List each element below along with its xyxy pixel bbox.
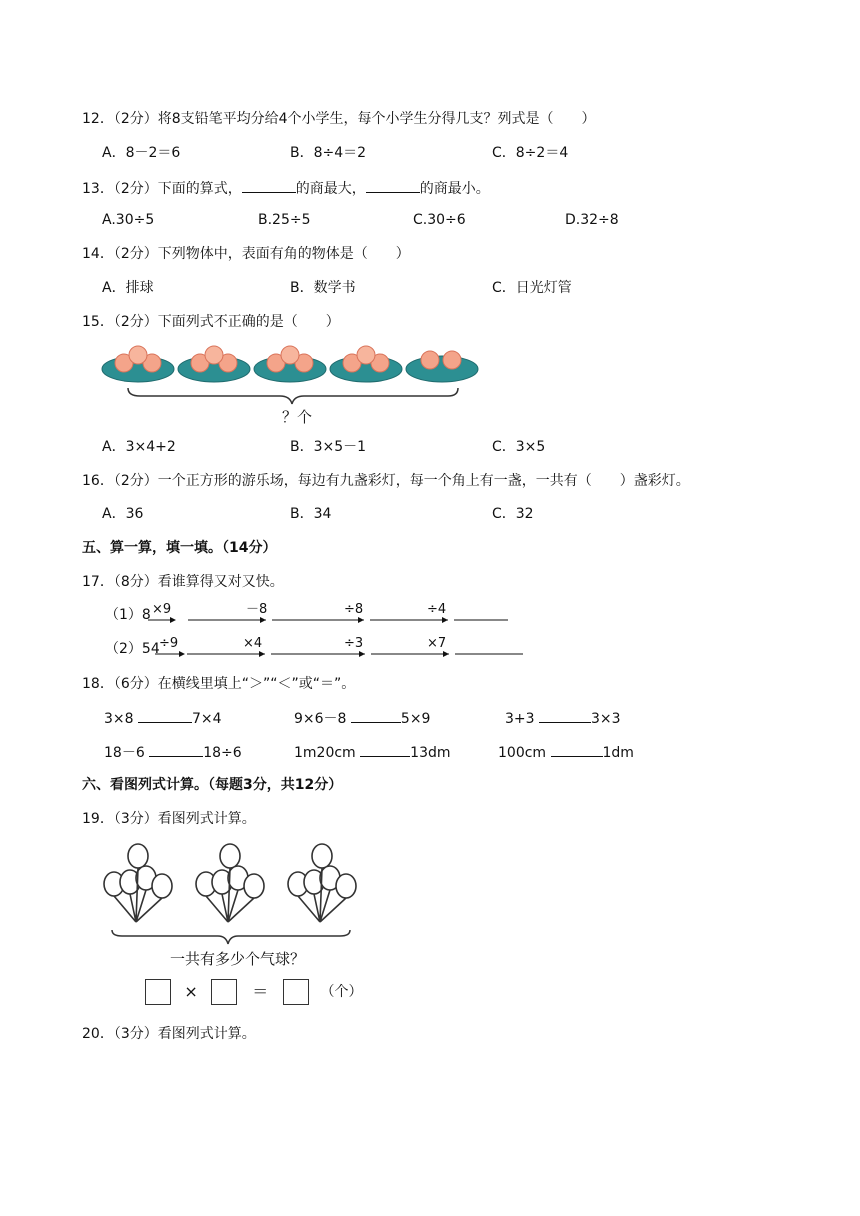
plate-1 <box>102 346 174 382</box>
q17-row2-op-1: ÷9 <box>159 636 179 651</box>
q18-r1-c2-blank[interactable] <box>351 708 401 723</box>
q16-option-b[interactable]: B．34 <box>290 506 332 522</box>
balloon-bunch-1 <box>104 844 172 922</box>
q15-option-c[interactable]: C．3×5 <box>492 439 546 455</box>
q16-option-c[interactable]: C．32 <box>492 506 534 522</box>
q19-unit: （个） <box>320 984 363 1000</box>
q17-row1-arrows <box>148 612 518 626</box>
q13-option-c[interactable]: C.30÷6 <box>413 212 466 228</box>
q17-row2-op-3: ÷3 <box>344 636 364 651</box>
q17-row2-op-2: ×4 <box>243 636 263 651</box>
q18-r1-c2-right: 5×9 <box>400 711 431 727</box>
q19-equals: ＝ <box>252 982 269 1001</box>
q13-option-d[interactable]: D.32÷8 <box>565 212 619 228</box>
q13-blank-min[interactable] <box>366 178 420 193</box>
section-5-title: 五、算一算，填一填。（14分） <box>82 540 277 556</box>
q18-r2-c1-left: 18－6 <box>104 745 145 761</box>
balloon-bunch-3 <box>288 844 356 922</box>
balloons-brace <box>112 930 350 944</box>
q18-stem: 18．（6分）在横线里填上“＞”“＜”或“＝”。 <box>82 676 356 692</box>
q14-option-b[interactable]: B．数学书 <box>290 280 356 296</box>
q18-r2-c1 <box>104 742 242 762</box>
q18-r2-c3 <box>498 742 634 762</box>
balloons-figure <box>100 840 360 960</box>
brace <box>128 388 458 404</box>
q15-option-b[interactable]: B．3×5－1 <box>290 439 367 455</box>
q13-stem-part-b: 的商最大， <box>295 181 366 197</box>
q18-r1-c1 <box>104 708 222 728</box>
q19-times: × <box>184 982 198 1001</box>
q18-r1-c1-left: 3×8 <box>104 711 134 727</box>
q18-r2-c1-blank[interactable] <box>149 742 203 757</box>
q18-r2-c3-blank[interactable] <box>551 742 603 757</box>
q15-figure-label: ？个 <box>282 408 313 426</box>
q14-option-c[interactable]: C．日光灯管 <box>492 280 572 296</box>
q18-r1-c1-blank[interactable] <box>138 708 192 723</box>
q17-row2-op-4: ×7 <box>427 636 447 651</box>
q17-row1-prefix: （1）8 <box>105 607 151 623</box>
q19-box-3[interactable] <box>283 979 309 1005</box>
q13-stem-part-c: 的商最小。 <box>419 181 490 197</box>
q18-r2-c2-left: 1m20cm <box>294 745 356 761</box>
balloon-bunch-2 <box>196 844 264 922</box>
q13-option-b[interactable]: B.25÷5 <box>258 212 311 228</box>
q17-row1-op-3: ÷8 <box>344 602 364 617</box>
q15-option-a[interactable]: A．3×4+2 <box>102 439 176 455</box>
plate-2 <box>178 346 250 382</box>
q13-blank-max[interactable] <box>242 178 296 193</box>
q18-r2-c2 <box>294 742 451 762</box>
q15-stem: 15．（2分）下面列式不正确的是（ ） <box>82 314 340 330</box>
q13-option-a[interactable]: A.30÷5 <box>102 212 155 228</box>
q19-question: 一共有多少个气球？ <box>170 950 306 968</box>
q17-row2-arrows <box>155 646 525 660</box>
q18-r1-c3-left: 3+3 <box>505 711 535 727</box>
q19-box-1[interactable] <box>145 979 171 1005</box>
plate-5 <box>406 351 478 382</box>
q13-stem <box>82 178 490 198</box>
q13-stem-part-a: 13．（2分）下面的算式， <box>82 181 242 197</box>
q17-row1-op-2: －8 <box>246 602 268 617</box>
plate-4 <box>330 346 402 382</box>
section-6-title: 六、看图列式计算。（每题3分，共12分） <box>82 777 343 793</box>
q16-stem: 16．（2分）一个正方形的游乐场，每边有九盏彩灯，每一个角上有一盏，一共有（ ）盏彩灯。 <box>82 473 690 489</box>
q19-equation <box>145 979 362 1005</box>
q18-r2-c3-left: 100cm <box>498 745 547 761</box>
q16-option-a[interactable]: A．36 <box>102 506 144 522</box>
q14-option-a[interactable]: A．排球 <box>102 280 154 296</box>
q12-stem: 12．（2分）将8支铅笔平均分给4个小学生，每个小学生分得几支？列式是（ ） <box>82 111 596 127</box>
q12-option-b[interactable]: B．8÷4＝2 <box>290 145 367 161</box>
q20-stem: 20．（3分）看图列式计算。 <box>82 1026 256 1042</box>
q18-r2-c3-right: 1dm <box>602 745 634 761</box>
q18-r2-c2-right: 13dm <box>410 745 451 761</box>
q18-r1-c2-left: 9×6－8 <box>294 711 347 727</box>
q18-r1-c3-blank[interactable] <box>539 708 591 723</box>
q12-option-c[interactable]: C．8÷2＝4 <box>492 145 569 161</box>
q17-row1-op-1: ×9 <box>152 602 172 617</box>
q18-r1-c2 <box>294 708 430 728</box>
q19-box-2[interactable] <box>211 979 237 1005</box>
q12-option-a[interactable]: A．8－2＝6 <box>102 145 181 161</box>
q17-row1-op-4: ÷4 <box>427 602 447 617</box>
q18-r1-c1-right: 7×4 <box>192 711 222 727</box>
q14-stem: 14．（2分）下列物体中，表面有角的物体是（ ） <box>82 246 410 262</box>
plate-3 <box>254 346 326 382</box>
q18-r1-c3 <box>505 708 621 728</box>
q18-r1-c3-right: 3×3 <box>591 711 621 727</box>
q17-row2-prefix: （2）54 <box>105 641 160 657</box>
q17-stem: 17．（8分）看谁算得又对又快。 <box>82 574 284 590</box>
q19-stem: 19．（3分）看图列式计算。 <box>82 811 256 827</box>
q18-r2-c1-right: 18÷6 <box>203 745 242 761</box>
q18-r2-c2-blank[interactable] <box>360 742 410 757</box>
